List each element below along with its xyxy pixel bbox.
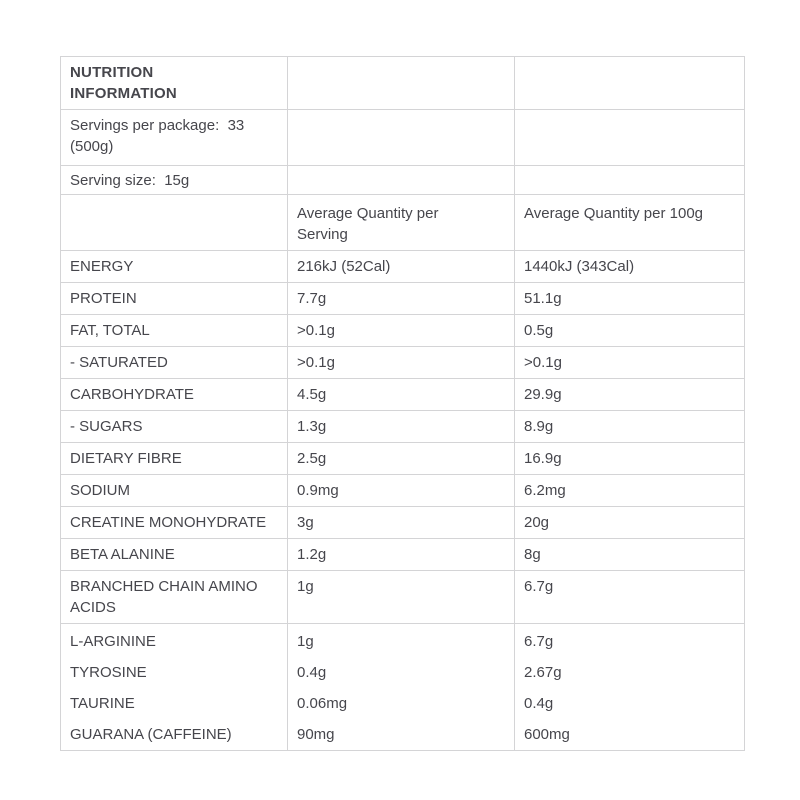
nutrition-information-table <box>60 56 745 751</box>
table-row-protein <box>61 283 745 315</box>
table-row-sugars <box>61 411 745 443</box>
row-value-per-serving: >0.1g <box>288 347 515 379</box>
row-label: - SUGARS <box>61 411 288 443</box>
table-row-energy <box>61 251 745 283</box>
table-row-guarana-caffeine <box>61 719 745 751</box>
table-row-taurine <box>61 688 745 719</box>
row-value-per-100g: 1440kJ (343Cal) <box>515 251 745 283</box>
row-value-per-serving: 0.06mg <box>288 688 515 719</box>
empty-cell <box>288 166 515 195</box>
table-row-sodium <box>61 475 745 507</box>
row-value-per-serving: 216kJ (52Cal) <box>288 251 515 283</box>
row-value-per-100g: 0.4g <box>515 688 745 719</box>
serving-size: Serving size: 15g <box>61 166 288 195</box>
row-value-per-serving: 0.9mg <box>288 475 515 507</box>
row-label: CARBOHYDRATE <box>61 379 288 411</box>
table-row-carbohydrate <box>61 379 745 411</box>
table-row-tyrosine <box>61 657 745 688</box>
row-value-per-100g: 8.9g <box>515 411 745 443</box>
row-value-per-100g: 29.9g <box>515 379 745 411</box>
row-value-per-100g: 6.7g <box>515 624 745 658</box>
row-value-per-serving: 1g <box>288 624 515 658</box>
table-title-row <box>61 57 745 110</box>
row-value-per-serving: 1.3g <box>288 411 515 443</box>
row-label: TYROSINE <box>61 657 288 688</box>
row-value-per-100g: 51.1g <box>515 283 745 315</box>
row-value-per-serving: 3g <box>288 507 515 539</box>
row-label: BETA ALANINE <box>61 539 288 571</box>
row-value-per-100g: 2.67g <box>515 657 745 688</box>
row-value-per-serving: 2.5g <box>288 443 515 475</box>
row-value-per-serving: 90mg <box>288 719 515 751</box>
row-label: DIETARY FIBRE <box>61 443 288 475</box>
empty-cell <box>515 166 745 195</box>
row-value-per-100g: 0.5g <box>515 315 745 347</box>
empty-cell <box>288 110 515 166</box>
row-value-per-serving: 4.5g <box>288 379 515 411</box>
row-value-per-serving: 7.7g <box>288 283 515 315</box>
row-label: BRANCHED CHAIN AMINO ACIDS <box>61 571 288 624</box>
row-value-per-100g: 600mg <box>515 719 745 751</box>
servings-per-package-row <box>61 110 745 166</box>
row-value-per-100g: 16.9g <box>515 443 745 475</box>
table-row-fat-total <box>61 315 745 347</box>
row-value-per-100g: 6.7g <box>515 571 745 624</box>
row-label: CREATINE MONOHYDRATE <box>61 507 288 539</box>
row-label: ENERGY <box>61 251 288 283</box>
column-header-per-serving: Average Quantity per Serving <box>297 205 439 243</box>
empty-cell <box>61 195 288 251</box>
column-header-per-100g: Average Quantity per 100g <box>515 195 745 251</box>
table-row-bcaa <box>61 571 745 624</box>
table-title: NUTRITION INFORMATION <box>70 64 177 102</box>
serving-size-row <box>61 166 745 195</box>
table-row-saturated <box>61 347 745 379</box>
row-label: L-ARGININE <box>61 624 288 658</box>
row-label: SODIUM <box>61 475 288 507</box>
row-value-per-100g: >0.1g <box>515 347 745 379</box>
row-value-per-serving: >0.1g <box>288 315 515 347</box>
row-value-per-serving: 0.4g <box>288 657 515 688</box>
row-value-per-serving: 1.2g <box>288 539 515 571</box>
row-value-per-100g: 20g <box>515 507 745 539</box>
row-value-per-100g: 8g <box>515 539 745 571</box>
row-label: PROTEIN <box>61 283 288 315</box>
table-title-cell <box>61 57 288 110</box>
row-label: TAURINE <box>61 688 288 719</box>
column-header-row <box>61 195 745 251</box>
empty-cell <box>288 57 515 110</box>
row-label: FAT, TOTAL <box>61 315 288 347</box>
servings-per-package: Servings per package: 33 (500g) <box>61 110 288 166</box>
table-row-dietary-fibre <box>61 443 745 475</box>
table-row-l-arginine <box>61 624 745 658</box>
empty-cell <box>515 57 745 110</box>
table-row-beta-alanine <box>61 539 745 571</box>
row-label: - SATURATED <box>61 347 288 379</box>
row-value-per-serving: 1g <box>288 571 515 624</box>
empty-cell <box>515 110 745 166</box>
table-row-creatine-monohydrate <box>61 507 745 539</box>
row-value-per-100g: 6.2mg <box>515 475 745 507</box>
column-header-per-serving-cell <box>288 195 515 251</box>
row-label: GUARANA (CAFFEINE) <box>61 719 288 751</box>
